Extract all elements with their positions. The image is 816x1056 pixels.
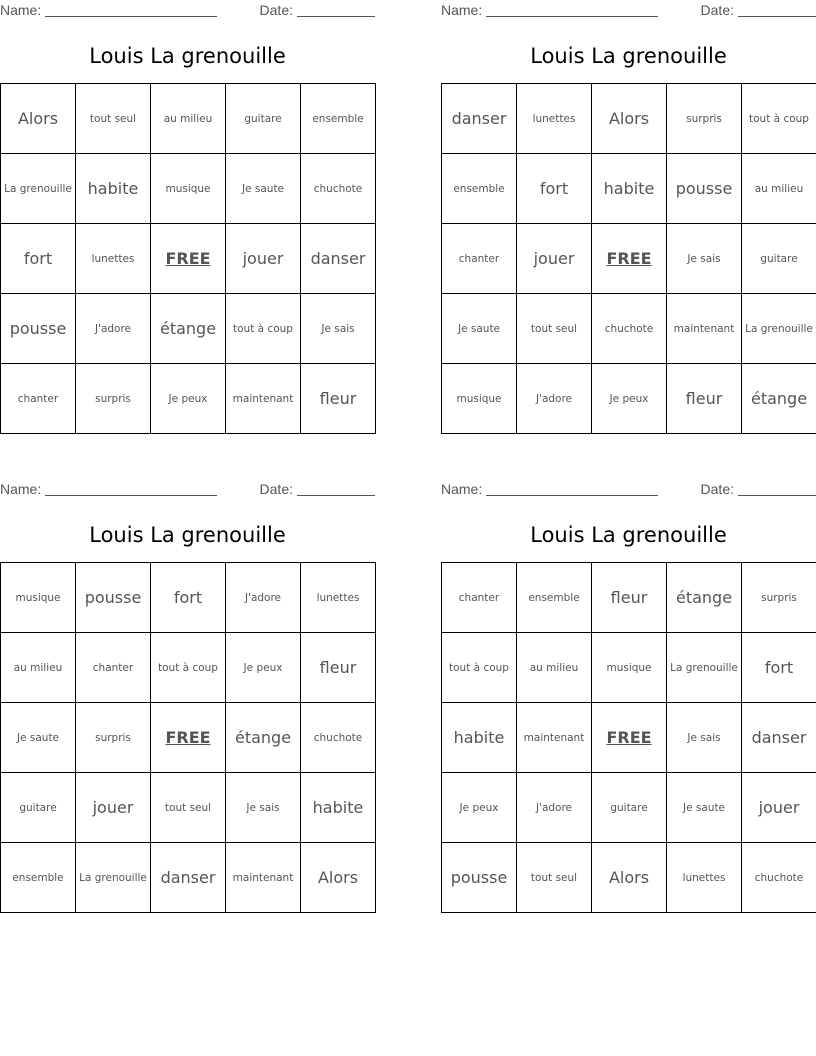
bingo-cell[interactable]: tout à coup [742, 84, 816, 154]
bingo-cell[interactable]: au milieu [517, 633, 592, 703]
name-label: Name: [441, 481, 483, 497]
bingo-cell[interactable]: Je saute [667, 773, 742, 843]
bingo-row [1, 773, 376, 843]
bingo-cell[interactable]: tout à coup [226, 294, 301, 364]
bingo-cell[interactable]: Alors [1, 84, 76, 154]
name-field[interactable] [0, 481, 217, 497]
bingo-cell[interactable]: ensemble [1, 843, 76, 913]
name-date-line [441, 479, 816, 501]
bingo-cell[interactable]: musique [592, 633, 667, 703]
bingo-cell[interactable]: danser [301, 224, 376, 294]
date-blank-line[interactable] [297, 15, 375, 17]
bingo-cell[interactable]: lunettes [667, 843, 742, 913]
bingo-cell[interactable]: habite [442, 703, 517, 773]
bingo-cell[interactable]: J'adore [226, 563, 301, 633]
bingo-cell[interactable]: chuchote [301, 703, 376, 773]
bingo-cell[interactable]: J'adore [517, 773, 592, 843]
bingo-cell[interactable]: fleur [592, 563, 667, 633]
card-title: Louis La grenouille [530, 44, 727, 68]
bingo-row [1, 84, 376, 154]
bingo-cell[interactable]: habite [592, 154, 667, 224]
bingo-cell[interactable]: La grenouille [742, 294, 816, 364]
bingo-row [1, 633, 376, 703]
bingo-cell[interactable]: habite [76, 154, 151, 224]
bingo-cell[interactable]: fort [742, 633, 816, 703]
bingo-cell[interactable]: chuchote [742, 843, 816, 913]
bingo-cell[interactable]: musique [1, 563, 76, 633]
free-space-cell[interactable]: FREE [151, 703, 226, 773]
bingo-cell[interactable]: au milieu [151, 84, 226, 154]
bingo-row [442, 84, 816, 154]
bingo-cell[interactable]: au milieu [1, 633, 76, 703]
bingo-cell[interactable]: jouer [226, 224, 301, 294]
bingo-card-4 [441, 479, 816, 887]
bingo-cell[interactable]: La grenouille [667, 633, 742, 703]
name-label: Name: [0, 481, 42, 497]
bingo-cell[interactable]: musique [151, 154, 226, 224]
bingo-cell[interactable]: Je peux [226, 633, 301, 703]
bingo-cell[interactable]: jouer [76, 773, 151, 843]
free-space-cell[interactable]: FREE [592, 224, 667, 294]
bingo-cell[interactable]: au milieu [742, 154, 816, 224]
date-field[interactable] [260, 481, 375, 497]
bingo-cell[interactable]: guitare [1, 773, 76, 843]
bingo-cell[interactable]: chuchote [301, 154, 376, 224]
bingo-cell[interactable]: Je saute [1, 703, 76, 773]
bingo-cell[interactable]: maintenant [667, 294, 742, 364]
bingo-row [1, 294, 376, 364]
bingo-cell[interactable]: danser [442, 84, 517, 154]
bingo-row [1, 224, 376, 294]
name-date-line [0, 0, 375, 22]
name-field[interactable] [0, 2, 217, 18]
bingo-cell[interactable]: étange [151, 294, 226, 364]
date-label: Date: [700, 481, 734, 497]
bingo-cell[interactable]: fort [1, 224, 76, 294]
name-blank-line[interactable] [486, 15, 658, 17]
name-date-line [441, 0, 816, 22]
bingo-cell[interactable]: Je sais [301, 294, 376, 364]
bingo-card-2 [441, 0, 816, 408]
bingo-cell[interactable]: guitare [742, 224, 816, 294]
bingo-cell[interactable]: guitare [592, 773, 667, 843]
bingo-cell[interactable]: tout seul [517, 843, 592, 913]
card-title: Louis La grenouille [89, 523, 286, 547]
bingo-row [442, 563, 816, 633]
bingo-card-1 [0, 0, 375, 408]
bingo-cell[interactable]: pousse [667, 154, 742, 224]
bingo-cell[interactable]: Alors [301, 843, 376, 913]
bingo-cell[interactable]: fleur [301, 364, 376, 434]
bingo-cell[interactable]: pousse [1, 294, 76, 364]
bingo-cell[interactable]: lunettes [301, 563, 376, 633]
free-space-cell[interactable]: FREE [151, 224, 226, 294]
bingo-cell[interactable]: Je peux [442, 773, 517, 843]
bingo-cell[interactable]: chanter [442, 563, 517, 633]
bingo-row [442, 703, 816, 773]
bingo-cell[interactable]: chanter [76, 633, 151, 703]
bingo-cell[interactable]: étange [226, 703, 301, 773]
free-space-cell[interactable]: FREE [592, 703, 667, 773]
bingo-cell[interactable]: ensemble [301, 84, 376, 154]
bingo-cell[interactable]: La grenouille [76, 843, 151, 913]
bingo-row [1, 703, 376, 773]
name-blank-line[interactable] [486, 494, 658, 496]
bingo-row [1, 843, 376, 913]
bingo-cell[interactable]: surpris [742, 563, 816, 633]
bingo-cell[interactable]: ensemble [442, 154, 517, 224]
bingo-cell[interactable]: Je peux [151, 364, 226, 434]
bingo-cell[interactable]: Je saute [226, 154, 301, 224]
bingo-cell[interactable]: danser [742, 703, 816, 773]
bingo-row [442, 294, 816, 364]
card-title: Louis La grenouille [530, 523, 727, 547]
bingo-cell[interactable]: jouer [742, 773, 816, 843]
bingo-cell[interactable]: maintenant [226, 364, 301, 434]
bingo-cell[interactable]: maintenant [226, 843, 301, 913]
name-label: Name: [0, 2, 42, 18]
bingo-card-3 [0, 479, 375, 887]
name-field[interactable] [441, 2, 658, 18]
bingo-cell[interactable]: Alors [592, 843, 667, 913]
name-blank-line[interactable] [45, 15, 217, 17]
bingo-cell[interactable]: tout seul [517, 294, 592, 364]
bingo-row [1, 364, 376, 434]
bingo-cell[interactable]: J'adore [517, 364, 592, 434]
bingo-cell[interactable]: étange [667, 563, 742, 633]
date-blank-line[interactable] [738, 15, 816, 17]
bingo-row [442, 633, 816, 703]
bingo-row [442, 843, 816, 913]
bingo-grid [441, 83, 816, 434]
bingo-cell[interactable]: chanter [1, 364, 76, 434]
date-blank-line[interactable] [297, 494, 375, 496]
name-label: Name: [441, 2, 483, 18]
bingo-cell[interactable]: lunettes [76, 224, 151, 294]
bingo-cell[interactable]: tout seul [151, 773, 226, 843]
name-field[interactable] [441, 481, 658, 497]
name-date-line [0, 479, 375, 501]
bingo-grid [0, 83, 376, 434]
card-title: Louis La grenouille [89, 44, 286, 68]
date-field[interactable] [701, 2, 816, 18]
bingo-cell[interactable]: ensemble [517, 563, 592, 633]
bingo-cell[interactable]: danser [151, 843, 226, 913]
date-field[interactable] [701, 481, 816, 497]
bingo-cell[interactable]: chanter [442, 224, 517, 294]
bingo-row [442, 154, 816, 224]
bingo-cell[interactable]: Je saute [442, 294, 517, 364]
bingo-cell[interactable]: jouer [517, 224, 592, 294]
bingo-cell[interactable]: guitare [226, 84, 301, 154]
bingo-cell[interactable]: tout seul [76, 84, 151, 154]
bingo-cell[interactable]: surpris [76, 703, 151, 773]
bingo-cell[interactable]: fleur [667, 364, 742, 434]
bingo-cell[interactable]: surpris [667, 84, 742, 154]
date-label: Date: [700, 2, 734, 18]
bingo-row [442, 364, 816, 434]
date-blank-line[interactable] [738, 494, 816, 496]
date-field[interactable] [260, 2, 375, 18]
bingo-cell[interactable]: Je sais [226, 773, 301, 843]
bingo-cell[interactable]: J'adore [76, 294, 151, 364]
bingo-cell[interactable]: tout à coup [442, 633, 517, 703]
bingo-cell[interactable]: pousse [76, 563, 151, 633]
bingo-cell[interactable]: La grenouille [1, 154, 76, 224]
date-label: Date: [259, 481, 293, 497]
bingo-grid [441, 562, 816, 913]
bingo-cell[interactable]: pousse [442, 843, 517, 913]
bingo-cell[interactable]: étange [742, 364, 816, 434]
bingo-cell[interactable]: Alors [592, 84, 667, 154]
bingo-cell[interactable]: tout à coup [151, 633, 226, 703]
bingo-cell[interactable]: habite [301, 773, 376, 843]
name-blank-line[interactable] [45, 494, 217, 496]
bingo-cell[interactable]: chuchote [592, 294, 667, 364]
date-label: Date: [259, 2, 293, 18]
bingo-cell[interactable]: musique [442, 364, 517, 434]
bingo-cell[interactable]: fleur [301, 633, 376, 703]
bingo-cell[interactable]: Je sais [667, 224, 742, 294]
bingo-row [442, 224, 816, 294]
bingo-cell[interactable]: fort [517, 154, 592, 224]
bingo-cell[interactable]: Je sais [667, 703, 742, 773]
bingo-row [1, 154, 376, 224]
bingo-row [1, 563, 376, 633]
bingo-cell[interactable]: maintenant [517, 703, 592, 773]
bingo-row [442, 773, 816, 843]
bingo-cell[interactable]: lunettes [517, 84, 592, 154]
bingo-cell[interactable]: surpris [76, 364, 151, 434]
bingo-cell[interactable]: Je peux [592, 364, 667, 434]
bingo-grid [0, 562, 376, 913]
bingo-cell[interactable]: fort [151, 563, 226, 633]
